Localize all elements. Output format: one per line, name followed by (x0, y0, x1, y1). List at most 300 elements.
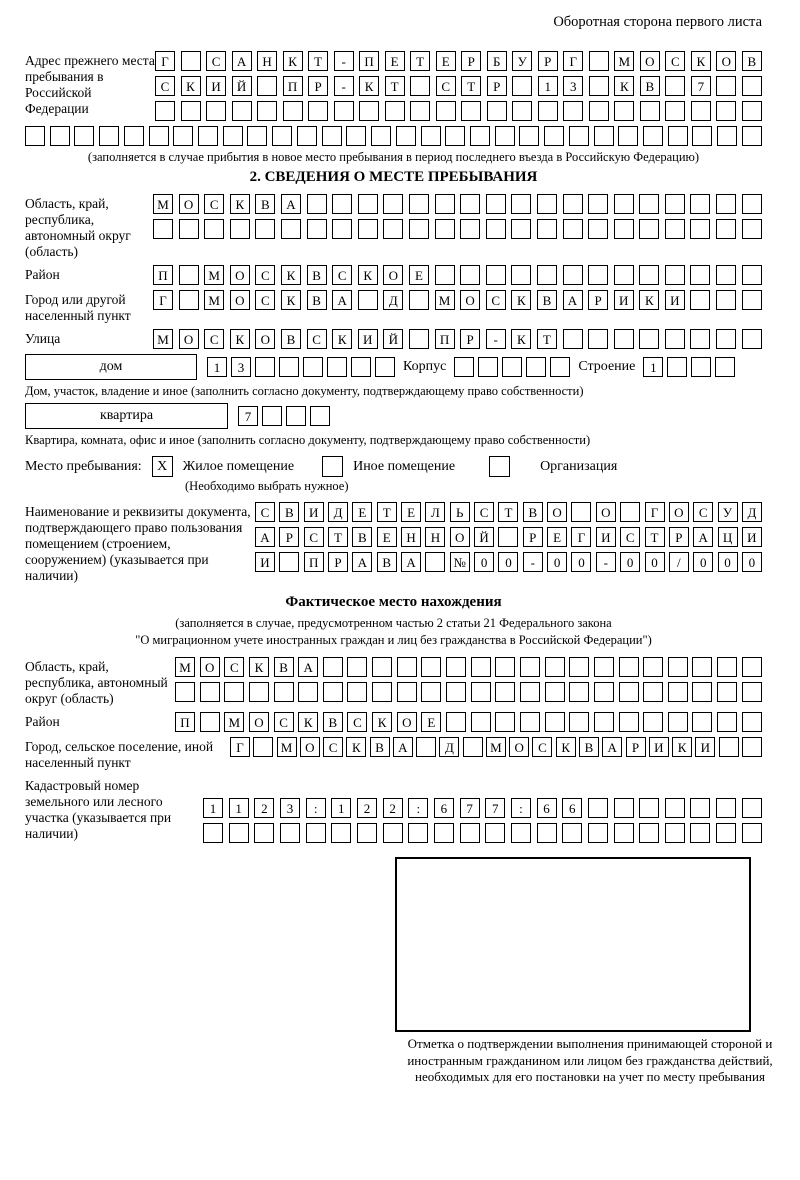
char-cell[interactable] (717, 682, 737, 702)
char-cell[interactable]: В (640, 76, 660, 96)
char-cell[interactable] (307, 219, 327, 239)
char-cell[interactable] (308, 101, 328, 121)
char-cell[interactable] (280, 823, 300, 843)
char-cell[interactable]: С (323, 737, 343, 757)
char-cell[interactable]: С (436, 76, 456, 96)
char-cell[interactable]: М (435, 290, 455, 310)
char-cell[interactable] (742, 329, 762, 349)
char-cell[interactable]: 2 (357, 798, 377, 818)
char-cell[interactable]: 0 (645, 552, 665, 572)
char-cell[interactable] (511, 265, 531, 285)
char-cell[interactable] (230, 219, 250, 239)
char-cell[interactable]: 0 (474, 552, 494, 572)
char-cell[interactable] (410, 101, 430, 121)
char-cell[interactable] (460, 265, 480, 285)
char-cell[interactable] (397, 682, 417, 702)
char-cell[interactable] (520, 712, 540, 732)
char-cell[interactable] (279, 357, 299, 377)
char-cell[interactable] (716, 329, 736, 349)
char-cell[interactable] (446, 657, 466, 677)
char-cell[interactable]: С (204, 329, 224, 349)
char-cell[interactable]: С (486, 290, 506, 310)
char-cell[interactable] (614, 823, 634, 843)
char-cell[interactable] (486, 265, 506, 285)
char-cell[interactable]: М (153, 329, 173, 349)
char-cell[interactable] (640, 101, 660, 121)
char-cell[interactable] (409, 290, 429, 310)
char-cell[interactable]: К (249, 657, 269, 677)
char-cell[interactable] (719, 737, 739, 757)
char-cell[interactable] (614, 329, 634, 349)
char-cell[interactable] (511, 219, 531, 239)
char-cell[interactable] (74, 126, 94, 146)
char-cell[interactable]: К (230, 329, 250, 349)
char-cell[interactable] (232, 101, 252, 121)
checkbox-other-premises[interactable] (322, 456, 343, 477)
char-cell[interactable] (385, 101, 405, 121)
char-cell[interactable] (614, 101, 634, 121)
char-cell[interactable] (181, 101, 201, 121)
char-cell[interactable]: Р (461, 51, 481, 71)
char-cell[interactable] (224, 682, 244, 702)
char-cell[interactable]: 0 (571, 552, 591, 572)
char-cell[interactable] (409, 219, 429, 239)
char-cell[interactable]: - (334, 76, 354, 96)
char-cell[interactable] (487, 101, 507, 121)
char-cell[interactable] (383, 194, 403, 214)
char-cell[interactable] (279, 552, 299, 572)
char-cell[interactable]: 3 (280, 798, 300, 818)
char-cell[interactable]: 6 (434, 798, 454, 818)
char-cell[interactable] (643, 682, 663, 702)
char-cell[interactable] (306, 823, 326, 843)
char-cell[interactable] (471, 712, 491, 732)
char-cell[interactable] (421, 657, 441, 677)
char-cell[interactable]: 7 (460, 798, 480, 818)
char-cell[interactable]: Т (410, 51, 430, 71)
char-cell[interactable]: О (255, 329, 275, 349)
char-cell[interactable]: В (377, 552, 397, 572)
char-cell[interactable]: В (537, 290, 557, 310)
char-cell[interactable] (512, 76, 532, 96)
char-cell[interactable] (619, 682, 639, 702)
char-cell[interactable] (639, 329, 659, 349)
char-cell[interactable] (588, 194, 608, 214)
char-cell[interactable]: С (474, 502, 494, 522)
char-cell[interactable] (512, 101, 532, 121)
char-cell[interactable] (742, 682, 762, 702)
char-cell[interactable] (471, 682, 491, 702)
char-cell[interactable] (375, 357, 395, 377)
char-cell[interactable]: Т (308, 51, 328, 71)
char-cell[interactable]: М (204, 265, 224, 285)
char-cell[interactable] (665, 194, 685, 214)
char-cell[interactable]: 0 (693, 552, 713, 572)
char-cell[interactable] (665, 101, 685, 121)
char-cell[interactable] (643, 712, 663, 732)
char-cell[interactable]: 3 (563, 76, 583, 96)
char-cell[interactable]: 0 (718, 552, 738, 572)
char-cell[interactable]: С (255, 502, 275, 522)
char-cell[interactable]: - (523, 552, 543, 572)
char-cell[interactable]: Г (153, 290, 173, 310)
char-cell[interactable]: К (230, 194, 250, 214)
char-cell[interactable]: И (649, 737, 669, 757)
char-cell[interactable] (249, 682, 269, 702)
char-cell[interactable]: А (352, 552, 372, 572)
char-cell[interactable] (298, 682, 318, 702)
char-cell[interactable]: С (204, 194, 224, 214)
char-cell[interactable]: Р (669, 527, 689, 547)
char-cell[interactable] (346, 126, 366, 146)
char-cell[interactable]: С (224, 657, 244, 677)
char-cell[interactable]: О (179, 194, 199, 214)
char-cell[interactable]: Р (460, 329, 480, 349)
char-cell[interactable]: Т (537, 329, 557, 349)
char-cell[interactable] (223, 126, 243, 146)
char-cell[interactable] (619, 712, 639, 732)
char-cell[interactable] (716, 823, 736, 843)
char-cell[interactable]: А (693, 527, 713, 547)
char-cell[interactable]: М (204, 290, 224, 310)
char-cell[interactable] (742, 798, 762, 818)
char-cell[interactable]: К (346, 737, 366, 757)
char-cell[interactable]: - (596, 552, 616, 572)
char-cell[interactable]: О (547, 502, 567, 522)
char-cell[interactable] (668, 712, 688, 732)
char-cell[interactable] (716, 194, 736, 214)
char-cell[interactable] (692, 126, 712, 146)
char-cell[interactable] (537, 823, 557, 843)
char-cell[interactable]: Е (436, 51, 456, 71)
char-cell[interactable]: Т (377, 502, 397, 522)
char-cell[interactable] (742, 219, 762, 239)
char-cell[interactable] (742, 126, 762, 146)
char-cell[interactable]: А (393, 737, 413, 757)
char-cell[interactable] (495, 712, 515, 732)
char-cell[interactable] (410, 76, 430, 96)
char-cell[interactable] (589, 101, 609, 121)
char-cell[interactable] (588, 265, 608, 285)
char-cell[interactable] (50, 126, 70, 146)
char-cell[interactable] (470, 126, 490, 146)
char-cell[interactable] (303, 357, 323, 377)
char-cell[interactable]: 6 (562, 798, 582, 818)
char-cell[interactable]: С (255, 290, 275, 310)
char-cell[interactable]: Г (155, 51, 175, 71)
char-cell[interactable]: С (274, 712, 294, 732)
char-cell[interactable]: Д (328, 502, 348, 522)
char-cell[interactable] (372, 682, 392, 702)
char-cell[interactable]: Л (425, 502, 445, 522)
char-cell[interactable] (454, 357, 474, 377)
char-cell[interactable] (588, 219, 608, 239)
char-cell[interactable] (495, 657, 515, 677)
char-cell[interactable] (408, 823, 428, 843)
char-cell[interactable]: Г (563, 51, 583, 71)
char-cell[interactable]: К (281, 265, 301, 285)
char-cell[interactable] (283, 101, 303, 121)
char-cell[interactable] (692, 657, 712, 677)
char-cell[interactable]: А (255, 527, 275, 547)
char-cell[interactable]: К (691, 51, 711, 71)
char-cell[interactable]: И (206, 76, 226, 96)
char-cell[interactable]: О (509, 737, 529, 757)
char-cell[interactable] (460, 823, 480, 843)
char-cell[interactable]: К (358, 265, 378, 285)
char-cell[interactable] (544, 126, 564, 146)
char-cell[interactable] (691, 357, 711, 377)
checkbox-residential[interactable]: X (152, 456, 173, 477)
char-cell[interactable]: Р (279, 527, 299, 547)
char-cell[interactable]: П (304, 552, 324, 572)
char-cell[interactable] (372, 657, 392, 677)
char-cell[interactable]: С (206, 51, 226, 71)
char-cell[interactable] (124, 126, 144, 146)
char-cell[interactable] (358, 194, 378, 214)
char-cell[interactable]: К (359, 76, 379, 96)
char-cell[interactable] (563, 329, 583, 349)
char-cell[interactable] (323, 657, 343, 677)
char-cell[interactable] (665, 265, 685, 285)
char-cell[interactable] (690, 290, 710, 310)
char-cell[interactable]: Р (538, 51, 558, 71)
char-cell[interactable] (310, 406, 330, 426)
char-cell[interactable]: - (486, 329, 506, 349)
char-cell[interactable] (435, 219, 455, 239)
char-cell[interactable] (537, 219, 557, 239)
char-cell[interactable] (257, 101, 277, 121)
char-cell[interactable]: С (255, 265, 275, 285)
char-cell[interactable]: Н (401, 527, 421, 547)
char-cell[interactable] (286, 406, 306, 426)
char-cell[interactable] (495, 126, 515, 146)
char-cell[interactable] (588, 798, 608, 818)
char-cell[interactable]: 6 (537, 798, 557, 818)
char-cell[interactable] (297, 126, 317, 146)
char-cell[interactable] (594, 712, 614, 732)
char-cell[interactable]: Г (571, 527, 591, 547)
char-cell[interactable] (563, 219, 583, 239)
char-cell[interactable] (460, 194, 480, 214)
char-cell[interactable] (639, 823, 659, 843)
char-cell[interactable] (614, 219, 634, 239)
char-cell[interactable] (421, 682, 441, 702)
char-cell[interactable] (742, 194, 762, 214)
char-cell[interactable] (665, 219, 685, 239)
char-cell[interactable] (594, 126, 614, 146)
char-cell[interactable]: О (640, 51, 660, 71)
char-cell[interactable]: С (620, 527, 640, 547)
char-cell[interactable] (717, 712, 737, 732)
char-cell[interactable]: У (512, 51, 532, 71)
char-cell[interactable] (485, 823, 505, 843)
char-cell[interactable] (281, 219, 301, 239)
char-cell[interactable] (594, 657, 614, 677)
char-cell[interactable] (569, 712, 589, 732)
char-cell[interactable]: В (742, 51, 762, 71)
char-cell[interactable]: М (614, 51, 634, 71)
char-cell[interactable] (690, 219, 710, 239)
char-cell[interactable] (409, 329, 429, 349)
char-cell[interactable] (229, 823, 249, 843)
char-cell[interactable] (421, 126, 441, 146)
char-cell[interactable] (691, 101, 711, 121)
char-cell[interactable]: О (300, 737, 320, 757)
char-cell[interactable] (173, 126, 193, 146)
char-cell[interactable] (716, 219, 736, 239)
char-cell[interactable] (716, 290, 736, 310)
char-cell[interactable] (594, 682, 614, 702)
char-cell[interactable] (257, 76, 277, 96)
char-cell[interactable]: О (383, 265, 403, 285)
char-cell[interactable]: - (334, 51, 354, 71)
char-cell[interactable] (569, 682, 589, 702)
char-cell[interactable]: А (281, 194, 301, 214)
char-cell[interactable]: В (370, 737, 390, 757)
char-cell[interactable] (639, 219, 659, 239)
char-cell[interactable]: К (372, 712, 392, 732)
char-cell[interactable] (588, 823, 608, 843)
char-cell[interactable] (371, 126, 391, 146)
char-cell[interactable] (200, 712, 220, 732)
char-cell[interactable]: С (347, 712, 367, 732)
char-cell[interactable]: С (332, 265, 352, 285)
char-cell[interactable]: О (249, 712, 269, 732)
char-cell[interactable]: П (359, 51, 379, 71)
char-cell[interactable] (203, 823, 223, 843)
char-cell[interactable]: Е (385, 51, 405, 71)
char-cell[interactable]: И (695, 737, 715, 757)
char-cell[interactable] (692, 682, 712, 702)
char-cell[interactable] (179, 265, 199, 285)
char-cell[interactable] (690, 329, 710, 349)
char-cell[interactable]: Г (645, 502, 665, 522)
char-cell[interactable]: Й (474, 527, 494, 547)
char-cell[interactable]: О (179, 329, 199, 349)
char-cell[interactable]: С (304, 527, 324, 547)
char-cell[interactable]: О (450, 527, 470, 547)
char-cell[interactable] (742, 265, 762, 285)
char-cell[interactable]: П (435, 329, 455, 349)
char-cell[interactable] (396, 126, 416, 146)
char-cell[interactable]: 1 (331, 798, 351, 818)
char-cell[interactable]: Е (421, 712, 441, 732)
char-cell[interactable]: Т (328, 527, 348, 547)
char-cell[interactable] (436, 101, 456, 121)
char-cell[interactable]: С (155, 76, 175, 96)
char-cell[interactable] (25, 126, 45, 146)
char-cell[interactable]: О (716, 51, 736, 71)
char-cell[interactable] (742, 290, 762, 310)
char-cell[interactable] (495, 682, 515, 702)
apartment-box[interactable]: квартира (25, 403, 228, 429)
char-cell[interactable] (332, 194, 352, 214)
char-cell[interactable]: С (532, 737, 552, 757)
char-cell[interactable] (589, 76, 609, 96)
char-cell[interactable]: : (306, 798, 326, 818)
char-cell[interactable]: О (200, 657, 220, 677)
char-cell[interactable] (471, 657, 491, 677)
char-cell[interactable] (614, 265, 634, 285)
char-cell[interactable]: 0 (547, 552, 567, 572)
char-cell[interactable]: И (665, 290, 685, 310)
char-cell[interactable]: М (277, 737, 297, 757)
checkbox-organization[interactable] (489, 456, 510, 477)
char-cell[interactable]: П (283, 76, 303, 96)
char-cell[interactable] (272, 126, 292, 146)
char-cell[interactable]: 1 (203, 798, 223, 818)
char-cell[interactable] (332, 219, 352, 239)
char-cell[interactable] (347, 682, 367, 702)
char-cell[interactable] (247, 126, 267, 146)
char-cell[interactable] (397, 657, 417, 677)
char-cell[interactable] (409, 194, 429, 214)
char-cell[interactable] (538, 101, 558, 121)
char-cell[interactable]: И (304, 502, 324, 522)
char-cell[interactable] (715, 357, 735, 377)
char-cell[interactable] (742, 823, 762, 843)
char-cell[interactable] (179, 290, 199, 310)
char-cell[interactable] (383, 823, 403, 843)
char-cell[interactable] (255, 357, 275, 377)
char-cell[interactable] (742, 101, 762, 121)
char-cell[interactable] (665, 76, 685, 96)
char-cell[interactable] (665, 329, 685, 349)
char-cell[interactable] (717, 126, 737, 146)
char-cell[interactable] (690, 265, 710, 285)
char-cell[interactable] (502, 357, 522, 377)
char-cell[interactable] (357, 823, 377, 843)
char-cell[interactable] (99, 126, 119, 146)
char-cell[interactable] (434, 823, 454, 843)
char-cell[interactable]: В (352, 527, 372, 547)
char-cell[interactable]: М (224, 712, 244, 732)
char-cell[interactable]: Ь (450, 502, 470, 522)
char-cell[interactable] (206, 101, 226, 121)
char-cell[interactable]: Р (487, 76, 507, 96)
char-cell[interactable]: Р (523, 527, 543, 547)
char-cell[interactable]: О (230, 290, 250, 310)
char-cell[interactable] (665, 823, 685, 843)
char-cell[interactable]: К (332, 329, 352, 349)
char-cell[interactable]: Е (401, 502, 421, 522)
char-cell[interactable] (742, 657, 762, 677)
char-cell[interactable] (668, 126, 688, 146)
char-cell[interactable]: Р (626, 737, 646, 757)
char-cell[interactable] (569, 126, 589, 146)
char-cell[interactable] (463, 737, 483, 757)
char-cell[interactable]: А (401, 552, 421, 572)
char-cell[interactable] (537, 265, 557, 285)
char-cell[interactable] (742, 76, 762, 96)
char-cell[interactable] (639, 265, 659, 285)
char-cell[interactable]: В (281, 329, 301, 349)
char-cell[interactable] (347, 657, 367, 677)
char-cell[interactable] (692, 712, 712, 732)
char-cell[interactable]: 1 (229, 798, 249, 818)
char-cell[interactable]: Д (383, 290, 403, 310)
char-cell[interactable]: К (281, 290, 301, 310)
char-cell[interactable] (588, 329, 608, 349)
char-cell[interactable]: И (358, 329, 378, 349)
char-cell[interactable] (520, 657, 540, 677)
char-cell[interactable] (445, 126, 465, 146)
char-cell[interactable]: И (255, 552, 275, 572)
char-cell[interactable] (668, 682, 688, 702)
char-cell[interactable] (435, 265, 455, 285)
char-cell[interactable]: К (298, 712, 318, 732)
